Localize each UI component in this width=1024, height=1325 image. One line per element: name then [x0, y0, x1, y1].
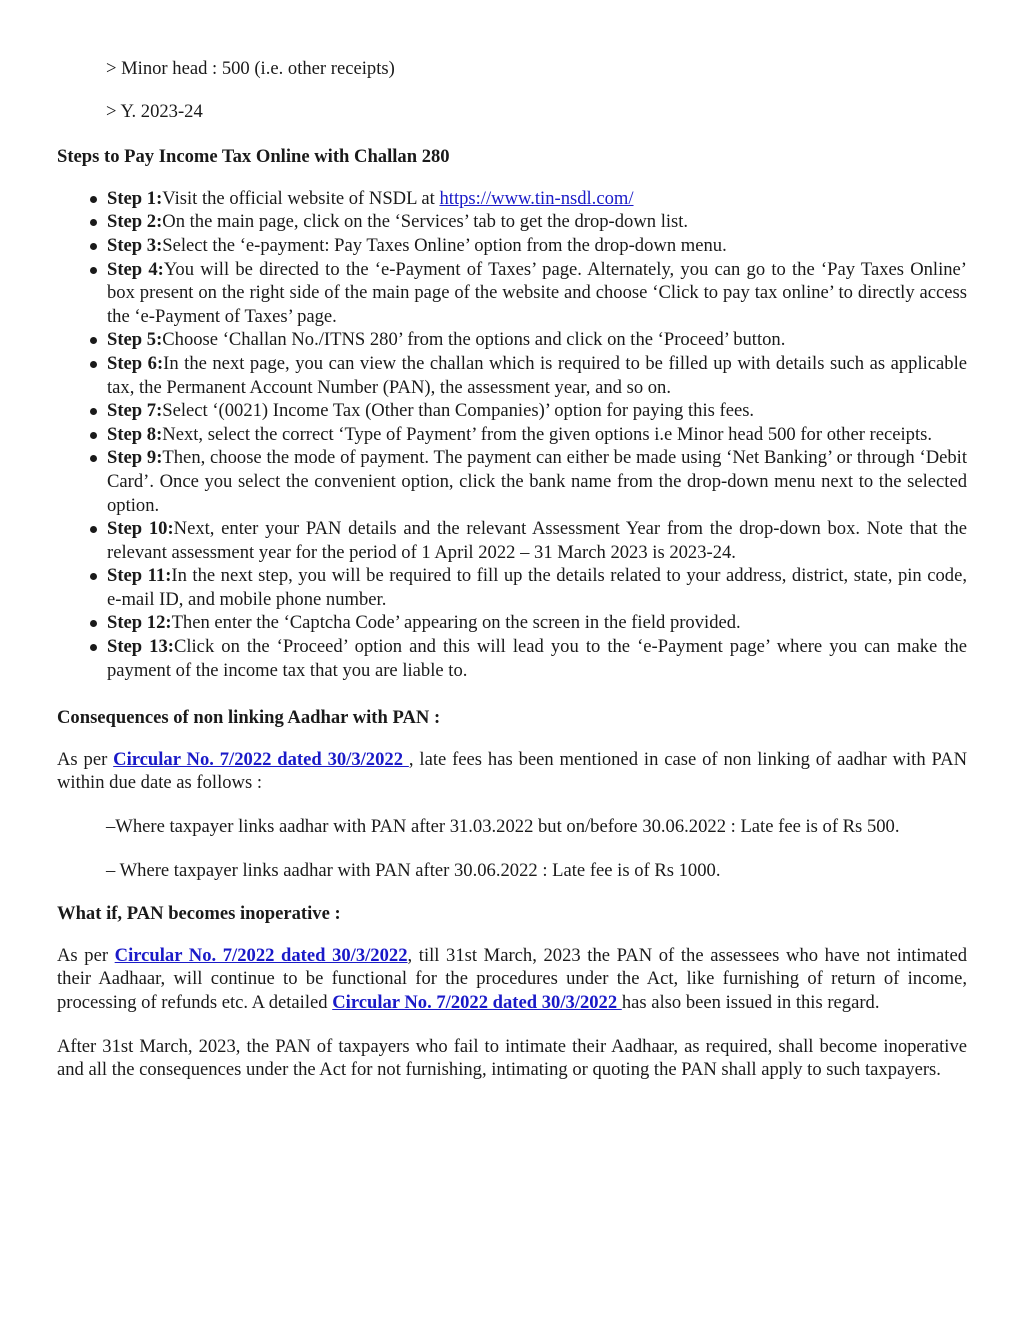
step-item — [57, 423, 967, 447]
step-label: Step 11: — [107, 565, 172, 587]
intro-after: , late fees has been mentioned in case of non linking of aadhar with PAN within due date as follows : — [57, 748, 967, 794]
steps-heading: Steps to Pay Income Tax Online with Challan 280 — [57, 146, 450, 168]
step-item — [57, 399, 967, 423]
step-text: Select the ‘e-payment: Pay Taxes Online’ option from the drop-down menu. — [162, 234, 727, 256]
step-label: Step 13: — [107, 636, 174, 658]
inoperative-heading: What if, PAN becomes inoperative : — [57, 903, 341, 925]
step-text: Select ‘(0021) Income Tax (Other than Companies)’ option for paying this fees. — [162, 400, 755, 422]
step-item — [57, 446, 967, 517]
step-label: Step 7: — [107, 400, 163, 422]
step-text: Next, enter your PAN details and the relevant Assessment Year from the drop-down box. Note that the relevant assessment year for the period of 1 April 2022 – 31 March 2023 is 2023-24. — [107, 518, 967, 563]
step-item — [57, 210, 967, 234]
step-label: Step 6: — [107, 352, 164, 374]
late-fee-item-1: –Where taxpayer links aadhar with PAN after 31.03.2022 but on/before 30.06.2022 : Late fee is of Rs 500. — [106, 816, 900, 838]
step-text: You will be directed to the ‘e-Payment of Taxes’ page. Alternately, you can go to the ‘Pay Taxes Online’ box present on the right side of the main page of the website and choose ‘Click to pay tax online’ to directly access the ‘e-Payment of Taxes’ page. — [107, 258, 967, 327]
step-item — [57, 234, 967, 258]
step-label: Step 12: — [107, 612, 172, 634]
late-fee-item-2: – Where taxpayer links aadhar with PAN after 30.06.2022 : Late fee is of Rs 1000. — [106, 859, 721, 881]
step-item — [57, 258, 967, 329]
step-label: Step 4: — [107, 258, 164, 280]
step-item — [57, 564, 967, 611]
nsdl-website-link[interactable]: https://www.tin-nsdl.com/ — [439, 187, 634, 209]
step-text: Next, select the correct ‘Type of Payment’ from the given options i.e Minor head 500 for other receipts. — [162, 423, 933, 445]
step-text: Visit the official website of NSDL at — [162, 187, 440, 209]
assessment-year-line: > Y. 2023-24 — [106, 100, 203, 122]
p1-middle: , till 31st March, 2023 the PAN of the assessees who have not intimated their Aadhaar, will continue to be functional for the procedures under the Act, like furnishing of return of income, processing of refunds etc. A detailed — [57, 944, 967, 1013]
step-label: Step 1: — [107, 187, 163, 209]
step-label: Step 5: — [107, 329, 163, 351]
step-item — [57, 187, 967, 211]
step-text: Then enter the ‘Captcha Code’ appearing on the screen in the field provided. — [171, 612, 741, 634]
step-label: Step 3: — [107, 234, 163, 256]
step-label: Step 8: — [107, 423, 163, 445]
intro-before: As per — [57, 748, 114, 770]
inoperative-paragraph-1 — [57, 944, 967, 1015]
step-item — [57, 611, 967, 635]
step-label: Step 2: — [107, 211, 163, 233]
consequences-heading: Consequences of non linking Aadhar with PAN : — [57, 707, 441, 729]
minor-head-line: > Minor head : 500 (i.e. other receipts) — [106, 58, 395, 79]
step-item — [57, 517, 967, 564]
step-text: In the next step, you will be required to fill up the details related to your address, district, state, pin code, e-mail ID, and mobile phone number. — [107, 565, 967, 610]
step-text: In the next page, you can view the challan which is required to be filled up with details such as applicable tax, the Permanent Account Number (PAN), the assessment year, and so on. — [107, 352, 967, 398]
circular-link[interactable]: Circular No. 7/2022 dated 30/3/2022 — [113, 748, 409, 770]
step-text: On the main page, click on the ‘Services’ tab to get the drop-down list. — [162, 211, 689, 233]
step-text: Click on the ‘Proceed’ option and this will lead you to the ‘e-Payment page’ where you can make the payment of the income tax that you are liable to. — [107, 636, 967, 681]
step-item — [57, 635, 967, 682]
steps-list — [57, 187, 967, 682]
p1-before: As per — [57, 944, 115, 966]
step-text: Then, choose the mode of payment. The payment can either be made using ‘Net Banking’ or through ‘Debit Card’. Once you select the convenient option, click the bank name from the drop-down menu next to the selected option. — [107, 447, 968, 516]
detailed-circular-link[interactable]: Circular No. 7/2022 dated 30/3/2022 — [332, 992, 622, 1013]
p1-after: has also been issued in this regard. — [621, 992, 880, 1013]
consequences-intro — [57, 748, 967, 795]
step-text: Choose ‘Challan No./ITNS 280’ from the options and click on the ‘Proceed’ button. — [162, 329, 786, 351]
step-label: Step 9: — [107, 447, 163, 469]
step-item — [57, 352, 967, 399]
inoperative-paragraph-2: After 31st March, 2023, the PAN of taxpayers who fail to intimate their Aadhaar, as required, shall become inoperative and all the consequences under the Act for not furnishing, intimating or quoting the PAN shall apply to such taxpayers. — [57, 1035, 967, 1081]
step-item — [57, 328, 967, 352]
circular-link[interactable]: Circular No. 7/2022 dated 30/3/2022 — [114, 944, 408, 966]
step-label: Step 10: — [107, 518, 174, 540]
